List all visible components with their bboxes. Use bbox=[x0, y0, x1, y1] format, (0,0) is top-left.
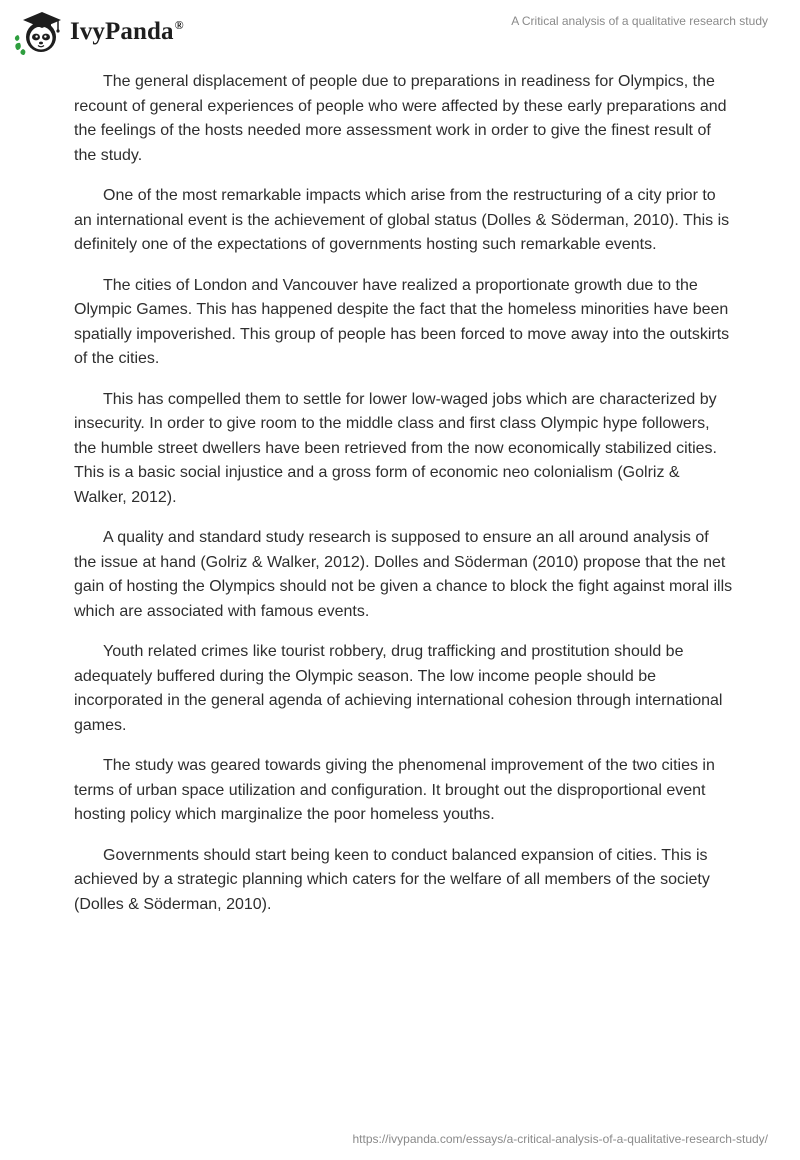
paragraph: Youth related crimes like tourist robbery, drug trafficking and prostitution should be adequately buffered during the Olympic season. The low income people should be incorporated in the general agenda of achieving international cohesion through international games. bbox=[74, 643, 723, 734]
paragraph: Governments should start being keen to conduct balanced expansion of cities. This is achieved by a strategic planning which caters for the welfare of all members of the society (Dolles & Söderman, 2010). bbox=[74, 846, 710, 913]
paragraph: One of the most remarkable impacts which arise from the restructuring of a city prior to an international event is the achievement of global status (Dolles & Söderman, 2010). This is definitely one of the expectations of governments hosting such remarkable events. bbox=[74, 187, 730, 253]
brand-name: IvyPanda® bbox=[70, 18, 184, 45]
paragraph: A quality and standard study research is supposed to ensure an all around analysis of the issue at hand (Golriz & Walker, 2012). Dolles and Söderman (2010) propose that the net gain of hosting the Olympics should not be given a chance to block the fight against moral ills which are associated with famous events. bbox=[74, 529, 733, 620]
source-url[interactable]: https://ivypanda.com/essays/a-critical-analysis-of-a-qualitative-research-study/ bbox=[352, 1132, 768, 1146]
paragraph: The general displacement of people due to preparations in readiness for Olympics, the recount of general experiences of people who were affected by these early preparations and the feelings of the hosts needed more assessment work in order to give the finest result of the study. bbox=[74, 73, 727, 164]
page-header bbox=[0, 0, 800, 60]
paragraph: The study was geared towards giving the phenomenal improvement of the two cities in terms of urban space utilization and configuration. It brought out the disproportional event hosting policy which marginalize the poor homeless youths. bbox=[74, 757, 715, 823]
essay-body bbox=[74, 70, 734, 933]
panda-graduate-icon bbox=[14, 9, 66, 55]
document-title: A Critical analysis of a qualitative research study bbox=[511, 14, 768, 28]
ivypanda-logo[interactable] bbox=[14, 8, 184, 56]
paragraph: This has compelled them to settle for lower low-waged jobs which are characterized by insecurity. In order to give room to the middle class and first class Olympic hype followers, the humble street dwellers have been retrieved from the now economically stabilized cities. This is a basic social injustice and a gross form of economic neo colonialism (Golriz & Walker, 2012). bbox=[74, 390, 717, 506]
paragraph: The cities of London and Vancouver have realized a proportionate growth due to the Olympic Games. This has happened despite the fact that the homeless minorities have been spatially impoverished. This group of people has been forced to move away into the outskirts of the cities. bbox=[74, 276, 730, 367]
